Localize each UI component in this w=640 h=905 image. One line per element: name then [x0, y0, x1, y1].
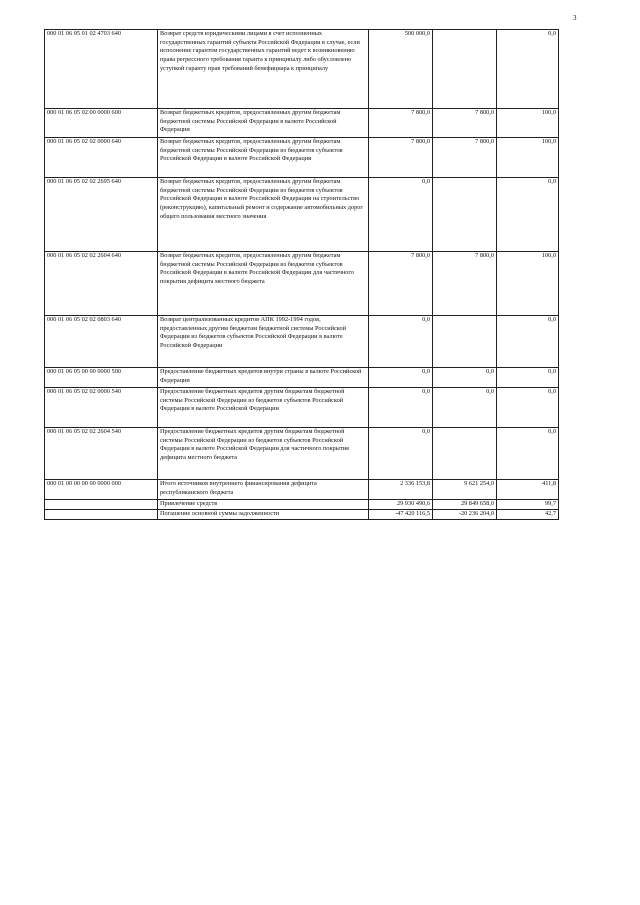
executed-amount-cell: 7 800,0: [433, 138, 497, 178]
table-row: [45, 316, 559, 368]
budget-code-cell: 000 01 06 05 02 02 2695 640: [45, 178, 158, 252]
approved-amount-cell: 0,0: [369, 178, 433, 252]
approved-amount-cell: 7 800,0: [369, 138, 433, 178]
execution-percent-cell: 0,0: [497, 368, 559, 388]
table-row: [45, 368, 559, 388]
approved-amount-cell: 2 336 153,8: [369, 480, 433, 500]
table-row: [45, 178, 559, 252]
table-row: [45, 30, 559, 109]
execution-percent-cell: 100,0: [497, 109, 559, 138]
table-row: [45, 428, 559, 480]
executed-amount-cell: 29 849 658,0: [433, 500, 497, 510]
execution-percent-cell: 0,0: [497, 316, 559, 368]
budget-code-cell: 000 01 06 05 02 02 0000 540: [45, 388, 158, 428]
approved-amount-cell: 0,0: [369, 388, 433, 428]
executed-amount-cell: [433, 428, 497, 480]
executed-amount-cell: -20 236 204,0: [433, 510, 497, 520]
page-number: 3: [573, 14, 577, 22]
execution-percent-cell: 100,0: [497, 252, 559, 316]
description-cell: Возврат бюджетных кредитов, предоставленных другим бюджетам бюджетной системы Российской Федерации из бюджетов субъектов Российской Федерации в валюте Российской Федерации: [158, 138, 369, 178]
execution-percent-cell: 0,0: [497, 178, 559, 252]
approved-amount-cell: 0,0: [369, 316, 433, 368]
description-cell: Предоставление бюджетных кредитов внутри страны в валюте Российской Федерации: [158, 368, 369, 388]
budget-code-cell: 000 01 06 05 02 02 2604 640: [45, 252, 158, 316]
executed-amount-cell: [433, 178, 497, 252]
budget-code-cell: 000 01 06 05 02 02 2604 540: [45, 428, 158, 480]
description-cell: Итого источников внутреннего финансирования дефицита республиканского бюджета: [158, 480, 369, 500]
description-cell: Предоставление бюджетных кредитов другим бюджетам бюджетной системы Российской Федерации из бюджетов субъектов Российской Федерации в валюте Российской Федерации для частичного покрытия дефицита местного бюджета: [158, 428, 369, 480]
approved-amount-cell: 500 000,0: [369, 30, 433, 109]
execution-percent-cell: 42,7: [497, 510, 559, 520]
budget-code-cell: 000 01 00 00 00 00 0000 000: [45, 480, 158, 500]
executed-amount-cell: 7 800,0: [433, 252, 497, 316]
budget-code-cell: [45, 510, 158, 520]
description-cell: Привлечение средств: [158, 500, 369, 510]
execution-percent-cell: 411,8: [497, 480, 559, 500]
description-cell: Возврат централизованных кредитов АПК 1992-1994 годов, предоставленных другим бюджетам бюджетной системы Российской Федерации из бюджетов субъектов Российской Федерации в валюте Российской Федерации: [158, 316, 369, 368]
execution-percent-cell: 0,0: [497, 30, 559, 109]
description-cell: Возврат бюджетных кредитов, предоставленных другим бюджетам бюджетной системы Российской Федерации в валюте Российской Федерации: [158, 109, 369, 138]
description-cell: Погашение основной суммы задолженности: [158, 510, 369, 520]
budget-code-cell: [45, 500, 158, 510]
description-cell: Предоставление бюджетных кредитов другим бюджетам бюджетной системы Российской Федерации из бюджетов субъектов Российской Федерации в валюте Российской Федерации: [158, 388, 369, 428]
budget-code-cell: 000 01 06 05 02 02 0803 640: [45, 316, 158, 368]
table-row: [45, 252, 559, 316]
description-cell: Возврат бюджетных кредитов, предоставленных другим бюджетам бюджетной системы Российской Федерации из бюджетов субъектов Российской Федерации в валюте Российской Федерации на строительство (реконструкцию), капитальный ремонт и содержание автомобильных дорог общего пользования местного значения: [158, 178, 369, 252]
executed-amount-cell: 9 621 254,0: [433, 480, 497, 500]
description-cell: Возврат бюджетных кредитов, предоставленных другим бюджетам бюджетной системы Российской Федерации из бюджетов субъектов Российской Федерации в валюте Российской Федерации для частичного покрытия дефицита местного бюджета: [158, 252, 369, 316]
table-row: [45, 109, 559, 138]
approved-amount-cell: -47 420 116,5: [369, 510, 433, 520]
table-row: [45, 480, 559, 500]
description-cell: Возврат средств юридическими лицами в счет исполненных государственных гарантий субъекта Российской Федерации в случае, если исполнение гарантом государственных гарантий ведет к возникновению права регрессного требования гаранта к принципалу либо обусловлено уступкой гаранту прав требований бенефициара к принципалу: [158, 30, 369, 109]
executed-amount-cell: 0,0: [433, 388, 497, 428]
approved-amount-cell: 0,0: [369, 428, 433, 480]
table-row: [45, 388, 559, 428]
approved-amount-cell: 0,0: [369, 368, 433, 388]
table-row: [45, 138, 559, 178]
table-row: [45, 510, 559, 520]
approved-amount-cell: 7 800,0: [369, 252, 433, 316]
budget-code-cell: 000 01 06 05 00 00 0000 500: [45, 368, 158, 388]
executed-amount-cell: [433, 30, 497, 109]
execution-percent-cell: 99,7: [497, 500, 559, 510]
execution-percent-cell: 100,0: [497, 138, 559, 178]
approved-amount-cell: 7 800,0: [369, 109, 433, 138]
budget-sources-table: [44, 29, 559, 520]
table-row: [45, 500, 559, 510]
executed-amount-cell: 7 800,0: [433, 109, 497, 138]
budget-code-cell: 000 01 06 05 01 02 4703 640: [45, 30, 158, 109]
approved-amount-cell: 29 930 490,6: [369, 500, 433, 510]
budget-code-cell: 000 01 06 05 02 02 0000 640: [45, 138, 158, 178]
budget-code-cell: 000 01 06 05 02 00 0000 600: [45, 109, 158, 138]
execution-percent-cell: 0,0: [497, 428, 559, 480]
executed-amount-cell: 0,0: [433, 368, 497, 388]
executed-amount-cell: [433, 316, 497, 368]
execution-percent-cell: 0,0: [497, 388, 559, 428]
